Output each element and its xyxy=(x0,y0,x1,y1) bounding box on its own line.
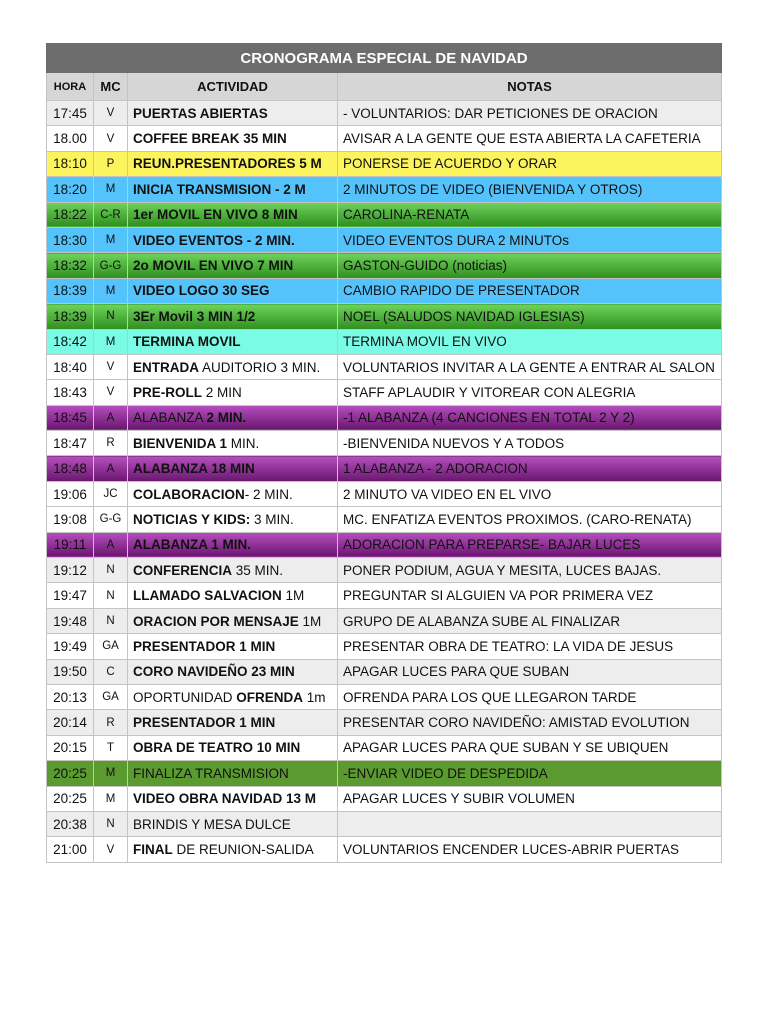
time-cell: 20:25 xyxy=(47,786,94,811)
notes-cell: PONER PODIUM, AGUA Y MESITA, LUCES BAJAS. xyxy=(338,558,722,583)
activity-cell xyxy=(128,608,338,633)
activity-text: 35 MIN. xyxy=(232,562,284,578)
activity-bold-text: ORACION POR MENSAJE xyxy=(133,613,299,629)
table-row xyxy=(47,278,722,303)
time-cell: 19:47 xyxy=(47,583,94,608)
activity-text: 1M xyxy=(281,588,305,604)
time-cell: 18:40 xyxy=(47,354,94,379)
time-cell: 18:39 xyxy=(47,304,94,329)
mc-cell: GA xyxy=(94,684,128,709)
activity-cell xyxy=(128,456,338,481)
notes-cell: TERMINA MOVIL EN VIVO xyxy=(338,329,722,354)
time-cell: 18:42 xyxy=(47,329,94,354)
activity-bold-text: COFFEE BREAK 35 MIN xyxy=(133,131,287,147)
activity-bold-text: REUN.PRESENTADORES 5 M xyxy=(133,156,322,172)
activity-cell xyxy=(128,735,338,760)
mc-cell: N xyxy=(94,608,128,633)
activity-bold-text: PUERTAS ABIERTAS xyxy=(133,105,268,121)
notes-cell: PREGUNTAR SI ALGUIEN VA POR PRIMERA VEZ xyxy=(338,583,722,608)
notes-cell: -ENVIAR VIDEO DE DESPEDIDA xyxy=(338,761,722,786)
time-cell: 19:50 xyxy=(47,659,94,684)
table-row xyxy=(47,634,722,659)
activity-bold-text: PRE-ROLL xyxy=(133,384,202,400)
time-cell: 18:43 xyxy=(47,380,94,405)
table-row xyxy=(47,608,722,633)
activity-cell xyxy=(128,227,338,252)
table-row xyxy=(47,583,722,608)
activity-text: 1m xyxy=(303,689,326,705)
activity-cell xyxy=(128,710,338,735)
notes-cell: CAROLINA-RENATA xyxy=(338,202,722,227)
activity-bold-text: CORO NAVIDEÑO 23 MIN xyxy=(133,664,295,680)
mc-cell: N xyxy=(94,558,128,583)
time-cell: 18.00 xyxy=(47,126,94,151)
activity-bold-text: VIDEO LOGO 30 SEG xyxy=(133,283,270,299)
activity-cell xyxy=(128,532,338,557)
activity-bold-text: BIENVENIDA 1 xyxy=(133,435,228,451)
activity-cell xyxy=(128,304,338,329)
time-cell: 21:00 xyxy=(47,837,94,862)
table-row xyxy=(47,456,722,481)
mc-cell: M xyxy=(94,177,128,202)
activity-cell xyxy=(128,202,338,227)
mc-cell: N xyxy=(94,304,128,329)
mc-cell: A xyxy=(94,532,128,557)
table-row xyxy=(47,151,722,176)
mc-cell: M xyxy=(94,278,128,303)
activity-text: 2 MIN xyxy=(202,384,242,400)
notes-cell: GRUPO DE ALABANZA SUBE AL FINALIZAR xyxy=(338,608,722,633)
schedule-table xyxy=(46,43,722,863)
table-row xyxy=(47,761,722,786)
notes-cell: OFRENDA PARA LOS QUE LLEGARON TARDE xyxy=(338,684,722,709)
notes-cell: 1 ALABANZA - 2 ADORACION xyxy=(338,456,722,481)
activity-bold-text: NOTICIAS Y KIDS: xyxy=(133,511,251,527)
activity-cell xyxy=(128,253,338,278)
activity-bold-text: LLAMADO SALVACION xyxy=(133,588,282,604)
time-cell: 18:32 xyxy=(47,253,94,278)
activity-bold-text: VIDEO OBRA NAVIDAD 13 M xyxy=(133,791,317,807)
mc-cell: M xyxy=(94,786,128,811)
mc-cell: A xyxy=(94,405,128,430)
header-notas: NOTAS xyxy=(338,73,722,101)
activity-cell xyxy=(128,481,338,506)
table-row xyxy=(47,735,722,760)
time-cell: 20:38 xyxy=(47,811,94,836)
mc-cell: JC xyxy=(94,481,128,506)
table-row xyxy=(47,431,722,456)
table-row xyxy=(47,558,722,583)
mc-cell: N xyxy=(94,811,128,836)
mc-cell: T xyxy=(94,735,128,760)
notes-cell: PONERSE DE ACUERDO Y ORAR xyxy=(338,151,722,176)
activity-text: DE REUNION-SALIDA xyxy=(172,842,314,858)
notes-cell: APAGAR LUCES PARA QUE SUBAN xyxy=(338,659,722,684)
activity-bold-text: ALABANZA 1 MIN. xyxy=(133,537,251,553)
table-row xyxy=(47,101,722,126)
table-row xyxy=(47,177,722,202)
activity-text: FINALIZA TRANSMISION xyxy=(133,765,289,781)
activity-bold-text: 1er MOVIL EN VIVO 8 MIN xyxy=(133,207,298,223)
time-cell: 19:08 xyxy=(47,507,94,532)
notes-cell: NOEL (SALUDOS NAVIDAD IGLESIAS) xyxy=(338,304,722,329)
mc-cell: G-G xyxy=(94,507,128,532)
activity-bold-text: VIDEO EVENTOS - 2 MIN. xyxy=(133,232,295,248)
activity-cell xyxy=(128,329,338,354)
notes-cell: - VOLUNTARIOS: DAR PETICIONES DE ORACION xyxy=(338,101,722,126)
table-row xyxy=(47,405,722,430)
notes-cell: STAFF APLAUDIR Y VITOREAR CON ALEGRIA xyxy=(338,380,722,405)
mc-cell: V xyxy=(94,380,128,405)
time-cell: 19:06 xyxy=(47,481,94,506)
time-cell: 18:48 xyxy=(47,456,94,481)
activity-bold-text: FINAL xyxy=(133,842,173,858)
activity-cell xyxy=(128,786,338,811)
mc-cell: C-R xyxy=(94,202,128,227)
table-row xyxy=(47,380,722,405)
mc-cell: M xyxy=(94,227,128,252)
mc-cell: G-G xyxy=(94,253,128,278)
time-cell: 18:39 xyxy=(47,278,94,303)
activity-text: AUDITORIO 3 MIN. xyxy=(199,359,321,375)
activity-bold-text: OFRENDA xyxy=(236,689,304,705)
notes-cell: PRESENTAR OBRA DE TEATRO: LA VIDA DE JESUS xyxy=(338,634,722,659)
notes-cell: 2 MINUTO VA VIDEO EN EL VIVO xyxy=(338,481,722,506)
table-row xyxy=(47,126,722,151)
activity-cell xyxy=(128,761,338,786)
table-row xyxy=(47,532,722,557)
table-row xyxy=(47,684,722,709)
notes-cell: 2 MINUTOS DE VIDEO (BIENVENIDA Y OTROS) xyxy=(338,177,722,202)
activity-cell xyxy=(128,507,338,532)
activity-text: BRINDIS Y MESA DULCE xyxy=(133,816,291,832)
activity-cell xyxy=(128,811,338,836)
time-cell: 18:20 xyxy=(47,177,94,202)
table-row xyxy=(47,481,722,506)
activity-cell xyxy=(128,684,338,709)
notes-cell: APAGAR LUCES PARA QUE SUBAN Y SE UBIQUEN xyxy=(338,735,722,760)
activity-bold-text: OBRA DE TEATRO 10 MIN xyxy=(133,740,301,756)
activity-cell xyxy=(128,278,338,303)
table-row xyxy=(47,354,722,379)
activity-bold-text: TERMINA MOVIL xyxy=(133,334,241,350)
activity-cell xyxy=(128,558,338,583)
notes-cell: -1 ALABANZA (4 CANCIONES EN TOTAL 2 Y 2) xyxy=(338,405,722,430)
notes-cell: MC. ENFATIZA EVENTOS PROXIMOS. (CARO-RENATA) xyxy=(338,507,722,532)
notes-cell: ADORACION PARA PREPARSE- BAJAR LUCES xyxy=(338,532,722,557)
schedule-body xyxy=(47,101,722,863)
header-actividad: ACTIVIDAD xyxy=(128,73,338,101)
table-row xyxy=(47,329,722,354)
activity-cell xyxy=(128,177,338,202)
activity-cell xyxy=(128,583,338,608)
header-row xyxy=(47,73,722,101)
notes-cell: VOLUNTARIOS INVITAR A LA GENTE A ENTRAR AL SALON xyxy=(338,354,722,379)
activity-bold-text: PRESENTADOR 1 MIN xyxy=(133,715,276,731)
activity-text: 1M xyxy=(298,613,322,629)
activity-text: MIN. xyxy=(227,435,260,451)
notes-cell: APAGAR LUCES Y SUBIR VOLUMEN xyxy=(338,786,722,811)
activity-bold-text: PRESENTADOR 1 MIN xyxy=(133,638,276,654)
activity-bold-text: COLABORACION xyxy=(133,486,245,502)
notes-cell: -BIENVENIDA NUEVOS Y A TODOS xyxy=(338,431,722,456)
time-cell: 19:49 xyxy=(47,634,94,659)
activity-cell xyxy=(128,380,338,405)
table-row xyxy=(47,659,722,684)
table-row xyxy=(47,837,722,862)
activity-cell xyxy=(128,837,338,862)
table-row xyxy=(47,304,722,329)
time-cell: 20:14 xyxy=(47,710,94,735)
header-mc: MC xyxy=(94,73,128,101)
mc-cell: N xyxy=(94,583,128,608)
activity-cell xyxy=(128,659,338,684)
mc-cell: M xyxy=(94,761,128,786)
activity-bold-text: 2 MIN. xyxy=(206,410,247,426)
time-cell: 18:10 xyxy=(47,151,94,176)
activity-text: - 2 MIN. xyxy=(244,486,293,502)
activity-text: 3 MIN. xyxy=(250,511,294,527)
notes-cell: VIDEO EVENTOS DURA 2 MINUTOs xyxy=(338,227,722,252)
activity-bold-text: 2o MOVIL EN VIVO 7 MIN xyxy=(133,258,294,274)
time-cell: 19:48 xyxy=(47,608,94,633)
notes-cell: AVISAR A LA GENTE QUE ESTA ABIERTA LA CAFETERIA xyxy=(338,126,722,151)
notes-cell: PRESENTAR CORO NAVIDEÑO: AMISTAD EVOLUTION xyxy=(338,710,722,735)
table-row xyxy=(47,227,722,252)
mc-cell: V xyxy=(94,354,128,379)
activity-cell xyxy=(128,151,338,176)
mc-cell: R xyxy=(94,431,128,456)
header-hora: HORA xyxy=(47,73,94,101)
activity-text: OPORTUNIDAD xyxy=(133,689,237,705)
time-cell: 20:15 xyxy=(47,735,94,760)
notes-cell: GASTON-GUIDO (noticias) xyxy=(338,253,722,278)
table-row xyxy=(47,786,722,811)
table-row xyxy=(47,710,722,735)
mc-cell: A xyxy=(94,456,128,481)
mc-cell: M xyxy=(94,329,128,354)
activity-bold-text: INICIA TRANSMISION - 2 M xyxy=(133,181,306,197)
time-cell: 17:45 xyxy=(47,101,94,126)
mc-cell: V xyxy=(94,837,128,862)
activity-bold-text: ENTRADA xyxy=(133,359,199,375)
activity-cell xyxy=(128,126,338,151)
activity-cell xyxy=(128,431,338,456)
activity-bold-text: ALABANZA 18 MIN xyxy=(133,461,255,477)
time-cell: 18:30 xyxy=(47,227,94,252)
mc-cell: P xyxy=(94,151,128,176)
time-cell: 19:11 xyxy=(47,532,94,557)
mc-cell: C xyxy=(94,659,128,684)
table-row xyxy=(47,811,722,836)
activity-cell xyxy=(128,354,338,379)
activity-bold-text: CONFERENCIA xyxy=(133,562,233,578)
time-cell: 20:25 xyxy=(47,761,94,786)
activity-cell xyxy=(128,405,338,430)
table-row xyxy=(47,202,722,227)
activity-cell xyxy=(128,101,338,126)
time-cell: 20:13 xyxy=(47,684,94,709)
activity-bold-text: 3Er Movil 3 MIN 1/2 xyxy=(133,308,256,324)
table-row xyxy=(47,507,722,532)
notes-cell xyxy=(338,811,722,836)
mc-cell: V xyxy=(94,126,128,151)
notes-cell: VOLUNTARIOS ENCENDER LUCES-ABRIR PUERTAS xyxy=(338,837,722,862)
activity-text: ALABANZA xyxy=(133,410,207,426)
time-cell: 19:12 xyxy=(47,558,94,583)
notes-cell: CAMBIO RAPIDO DE PRESENTADOR xyxy=(338,278,722,303)
table-title: CRONOGRAMA ESPECIAL DE NAVIDAD xyxy=(47,44,722,73)
mc-cell: R xyxy=(94,710,128,735)
time-cell: 18:45 xyxy=(47,405,94,430)
activity-cell xyxy=(128,634,338,659)
time-cell: 18:22 xyxy=(47,202,94,227)
mc-cell: V xyxy=(94,101,128,126)
table-row xyxy=(47,253,722,278)
time-cell: 18:47 xyxy=(47,431,94,456)
mc-cell: GA xyxy=(94,634,128,659)
